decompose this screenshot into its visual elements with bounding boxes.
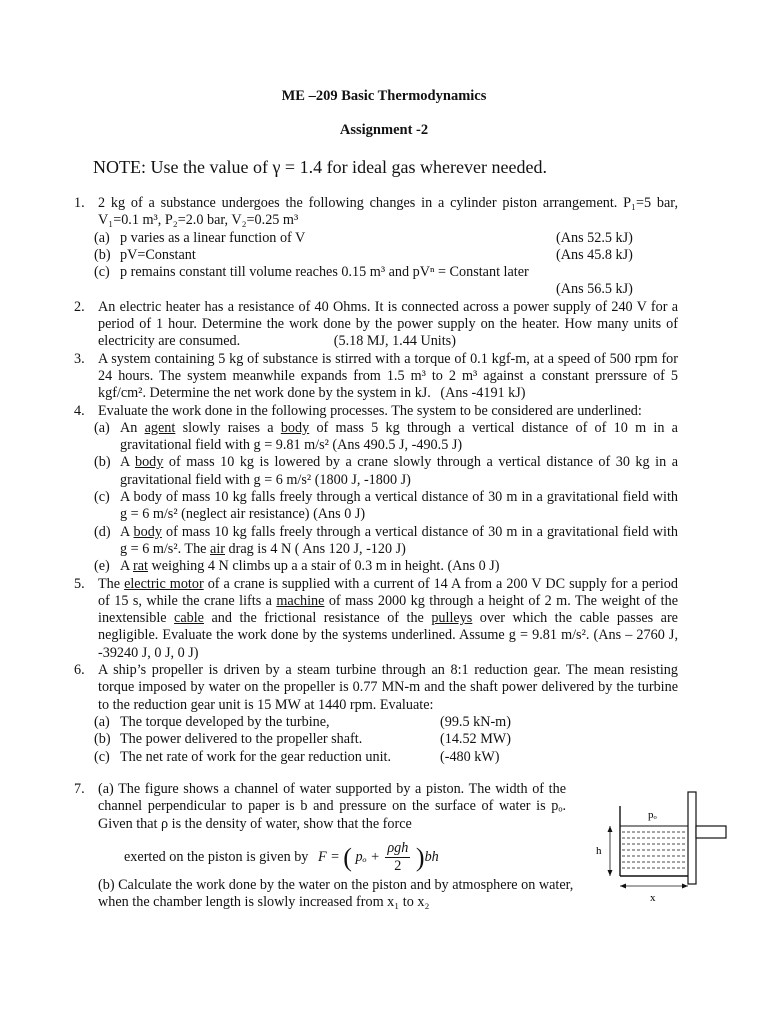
question-6-part-c [74, 749, 678, 766]
underlined-system: cable [174, 610, 204, 627]
underlined-system: body [280, 419, 310, 436]
text-run: weighing 4 N climbs up a a stair of 0.3 m in height. (Ans 0 J) [147, 558, 500, 575]
question-6-part-a [74, 714, 678, 731]
answer: (Ans 52.5 kJ) [556, 229, 633, 246]
formula-fraction [385, 840, 410, 875]
part-text: The torque developed by the turbine, [120, 713, 330, 730]
underlined-system: pulleys [431, 610, 473, 627]
part-label: (a) [94, 419, 110, 436]
part-label: (a) [94, 713, 110, 730]
question-text: Evaluate the work done in the following processes. The system to be considered are underlined: [98, 402, 642, 419]
arrow-right-icon [682, 884, 688, 889]
question-2 [74, 299, 678, 351]
question-3 [74, 351, 678, 403]
answer: (-480 kW) [440, 748, 500, 765]
question-1-part-c-answer [74, 281, 678, 298]
part-text: The net rate of work for the gear reduction unit. [120, 748, 392, 765]
text-run: drag is 4 N ( Ans 120 J, -120 J) [225, 540, 406, 557]
answer: (Ans -4191 kJ) [440, 385, 526, 402]
question-4-part-c [74, 489, 678, 524]
fraction-numerator: ρgh [387, 840, 409, 856]
question-6-part-b [74, 731, 678, 748]
text-run: of a crane is supplied with a current of 14 A from a 200 V DC supply for a period of 15 s, while the crane lifts a [98, 575, 678, 609]
question-1-part-c [74, 264, 678, 281]
part-text: p remains constant till volume reaches 0.15 m³ and pVⁿ = Constant later [120, 264, 529, 281]
underlined-system: body [133, 523, 162, 540]
note-line [93, 157, 547, 178]
question-1-part-a [74, 230, 678, 247]
arrow-left-icon [620, 884, 626, 889]
answer: (Ans 45.8 kJ) [556, 246, 633, 263]
part-text: A body of mass 10 kg falls freely through a vertical distance of 30 m in a gravitational field with g = 6 m/s² (neglect air resistance) (Ans 0 J) [120, 489, 678, 523]
note-suffix: = 1.4 for ideal gas wherever needed. [280, 157, 547, 177]
part-label: (b) [94, 454, 111, 471]
part-label: (c) [94, 264, 110, 281]
formula-lead-text: exerted on the piston is given by [124, 848, 309, 865]
answer: (5.18 MJ, 1.44 Units) [333, 333, 456, 350]
answer: (Ans 56.5 kJ) [556, 281, 633, 298]
text-run: A [120, 454, 135, 471]
text-run: of mass 10 kg falls freely through a vertical distance of 30 m in a gravitational field with g = 6 m/s². The [120, 523, 678, 557]
part-label: (b) [94, 246, 111, 263]
text-run: A [120, 523, 134, 540]
question-number: 1. [74, 195, 85, 211]
underlined-system: rat [133, 558, 148, 575]
underlined-system: electric motor [124, 575, 204, 592]
question-4-part-a [74, 420, 678, 455]
underlined-system: air [210, 540, 225, 557]
label-po: pₒ [648, 809, 657, 821]
question-1 [74, 195, 678, 230]
arrow-down-icon [608, 870, 613, 876]
question-text: A system containing 5 kg of substance is stirred with a torque of 0.1 kgf-m, at a speed of 500 rpm for 24 hours. The system meanwhile expands from 1.5 m³ to 2 m³ against a constant prerssure of 5 kgf/cm². Determine the net work done by the system in kJ. [98, 350, 678, 402]
question-1-part-b [74, 247, 678, 264]
text-run: of mass 10 kg is lowered by a crane slowly through a vertical distance of 30 kg in a gravitational field with g = 6 m/s² (1800 J, -1800 J) [120, 454, 678, 488]
question-number: 2. [74, 298, 85, 315]
text-run: of mass 5 kg through a vertical distance of of 10 m in a gravitational field with g = 9.81 m/s² (Ans 490.5 J, -490.5 J) [120, 419, 678, 454]
part-text: pV=Constant [120, 246, 196, 263]
assignment-title: Assignment -2 [339, 122, 429, 138]
close-paren-icon: ) [415, 842, 425, 872]
force-formula [124, 840, 439, 875]
part-label: (b) [94, 731, 111, 748]
water-hatching [622, 832, 686, 868]
answer: (14.52 MW) [440, 731, 511, 748]
formula-tail: bh [424, 848, 439, 865]
fraction-denominator: 2 [394, 858, 402, 874]
piston-channel-figure [588, 788, 728, 908]
part-text: The power delivered to the propeller shaft. [120, 731, 363, 748]
answer: (99.5 kN-m) [440, 713, 511, 730]
question-6 [74, 662, 678, 714]
formula-lhs: F = [317, 848, 340, 865]
label-x: x [650, 892, 656, 904]
question-7-part-b-text: (b) Calculate the work done by the water on the piston and by atmosphere on water, when the chamber length is slowly increased from x₁ to x₂ [98, 877, 574, 911]
question-number: 5. [74, 575, 85, 592]
question-text: 2 kg of a substance undergoes the following changes in a cylinder piston arrangement. P₁=5 bar, V₁=0.1 m³, P₂=2.0 bar, V₂=0.25 m³ [98, 195, 678, 229]
course-title: ME –209 Basic Thermodynamics [281, 88, 487, 104]
formula-po: pₒ + [355, 848, 380, 865]
underlined-system: body [134, 454, 164, 471]
question-text: A ship’s propeller is driven by a steam turbine through an 8:1 reduction gear. The mean resisting torque imposed by water on the propeller is 0.77 MN-m and the shaft power delivered by the turbine to the reduction gear unit is 15 MW at 1440 rpm. Evaluate: [98, 662, 678, 713]
question-7 [74, 781, 574, 833]
question-number: 3. [74, 350, 85, 367]
gamma-symbol: γ [272, 157, 281, 177]
question-4-part-d [74, 524, 678, 559]
open-paren-icon: ( [343, 842, 352, 872]
question-text: An electric heater has a resistance of 40 Ohms. It is connected across a power supply of 240 V for a period of 1 hour. Determine the work done by the power supply on the heater. How many units of electricity are consumed. [98, 298, 678, 350]
part-text: p varies as a linear function of V [120, 229, 306, 246]
piston [688, 792, 696, 884]
underlined-system: machine [276, 592, 325, 609]
question-5 [74, 576, 678, 662]
text-run: The [98, 575, 125, 592]
text-run: slowly raises a [175, 419, 281, 436]
question-number: 4. [74, 402, 85, 419]
text-run: An [120, 419, 145, 436]
question-number: 6. [74, 662, 85, 679]
text-run: of mass 2000 kg through a height of 2 m. The weight of the inextensible [98, 592, 678, 627]
question-7-part-a-text: (a) The figure shows a channel of water supported by a piston. The width of the channel perpendicular to paper is b and pressure on the surface of water is pₒ. Given that ρ is the density of water, show that the force [98, 781, 566, 832]
underlined-system: agent [144, 419, 176, 436]
note-prefix: NOTE: Use the value of [93, 157, 273, 177]
text-run: over which the cable passes are negligible. Evaluate the work done by the systems underlined. Assume g = 9.81 m/s². (Ans – 2760 J, -39240 J, 0 J, 0 J) [98, 610, 678, 661]
piston-rod [696, 826, 726, 838]
question-4 [74, 403, 678, 420]
text-run: and the frictional resistance of the [203, 610, 432, 627]
part-label: (c) [94, 489, 110, 506]
part-label: (c) [94, 748, 110, 765]
part-label: (a) [94, 229, 110, 246]
part-label: (d) [94, 523, 111, 540]
question-4-part-e [74, 558, 678, 575]
label-h: h [596, 845, 602, 857]
question-number: 7. [74, 781, 85, 797]
text-run: A [120, 558, 134, 575]
part-label: (e) [94, 558, 110, 575]
question-4-part-b [74, 454, 678, 489]
question-list [74, 195, 678, 766]
question-7-part-b [74, 877, 594, 912]
arrow-up-icon [608, 826, 613, 832]
